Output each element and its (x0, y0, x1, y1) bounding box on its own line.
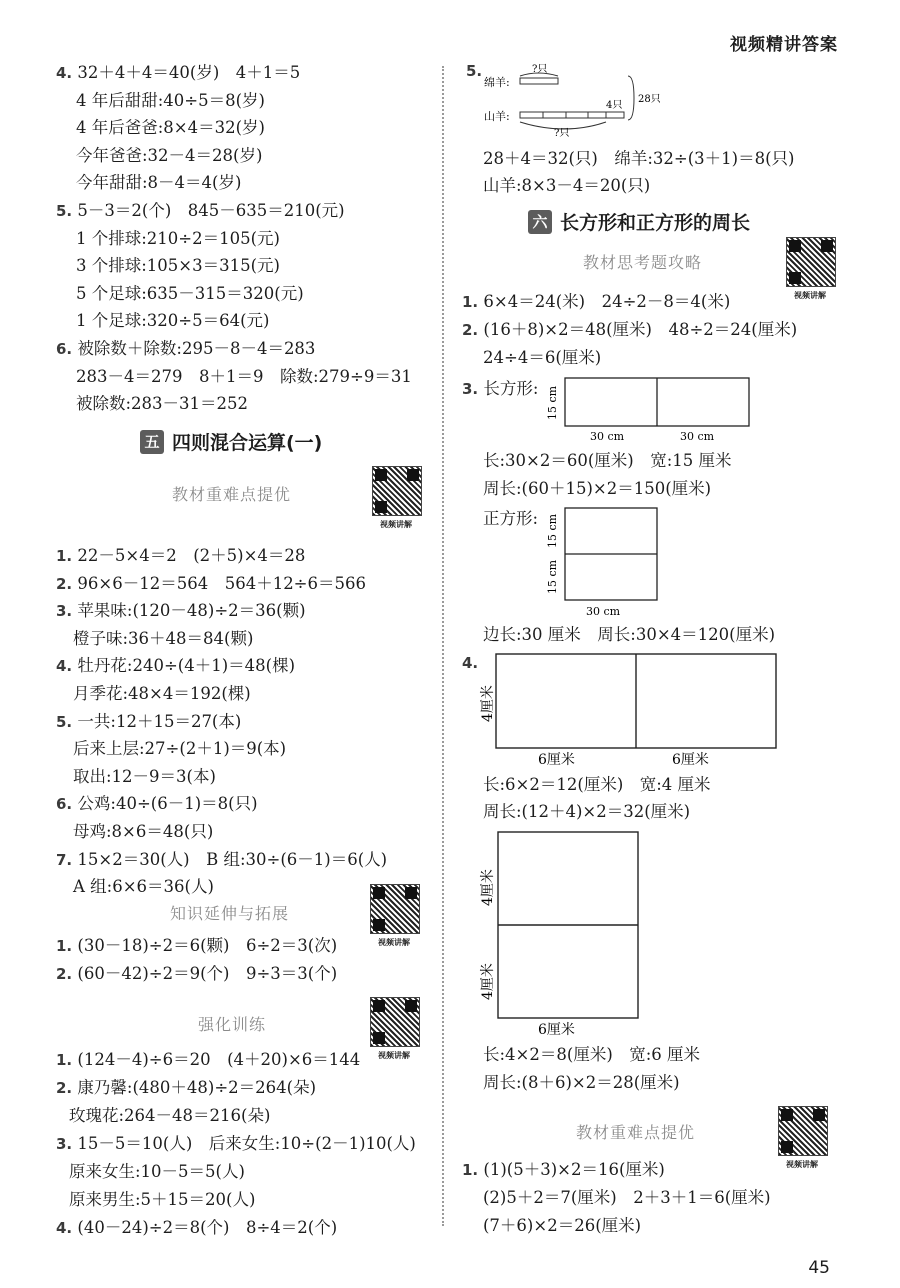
question-number: 5. (466, 62, 483, 80)
answer-line (483, 1187, 771, 1209)
section-badge: 六 (528, 210, 552, 234)
rect-bottom-label-1: 30 cm (590, 430, 625, 443)
answer-line (76, 228, 280, 250)
square-figure (540, 504, 670, 620)
qr-caption: 视频讲解 (794, 291, 826, 300)
answer-text: 96×6－12＝564 564＋12÷6＝566 (77, 573, 367, 593)
answer-text: 苹果味:(120－48)÷2＝36(颗) (77, 601, 306, 621)
page-header-title: 视频精讲答案 (730, 35, 838, 55)
section-5-heading (140, 428, 322, 455)
difference-label: 4只 (606, 100, 623, 111)
qr-code-image (370, 997, 420, 1047)
sheep-question: ?只 (532, 64, 548, 75)
qr-code[interactable] (370, 997, 418, 1061)
answer-line (462, 291, 730, 313)
question-number: 1. (56, 937, 73, 955)
answer-line (76, 90, 265, 112)
answer-text: 3 个排球:105×3＝315(元) (76, 256, 280, 276)
answer-text: 康乃馨:(480＋48)÷2＝264(朵) (77, 1078, 317, 1097)
answer-line (56, 1217, 337, 1239)
answer-text: A 组:6×6＝36(人) (73, 877, 214, 897)
answer-line (462, 1159, 665, 1181)
subsection-title: 教材重难点提优 (172, 485, 292, 504)
answer-text: 取出:12－9＝3(本) (73, 766, 216, 786)
subsection-title: 知识延伸与拓展 (170, 904, 290, 923)
question-number: 2. (56, 574, 73, 593)
question-number: 3. (56, 602, 73, 621)
total-label: 28只 (638, 94, 661, 105)
qr-code-image (786, 237, 836, 287)
answer-text: 一共:12＋15＝27(本) (77, 711, 242, 731)
answer-line (56, 1049, 360, 1071)
answer-line (56, 935, 337, 957)
question-number: 3. (56, 1135, 73, 1153)
answer-line: 山羊:8×3－4＝20(只) (483, 176, 651, 195)
answer-text: 玫瑰花:264－48＝216(朵) (69, 1106, 271, 1125)
rectangle-figure (540, 374, 760, 446)
question-number: 4. (56, 64, 73, 82)
answer-text: 月季花:48×4＝192(棵) (73, 684, 251, 703)
answer-line: 长:30×2＝60(厘米) 宽:15 厘米 (483, 451, 732, 470)
answer-line (73, 876, 214, 898)
question-3-label: 3. 长方形: (462, 379, 539, 398)
question-number: 6. (56, 340, 73, 358)
answer-text: (124－4)÷6＝20 (4＋20)×6＝144 (77, 1050, 361, 1069)
question-number: 1. (56, 1051, 73, 1069)
subsection-title: 教材重难点提优 (576, 1123, 696, 1142)
answer-line (56, 655, 295, 677)
answer-text: (30－18)÷2＝6(颗) 6÷2＝3(次) (77, 936, 338, 955)
sheep-label: 绵羊: (484, 76, 510, 89)
qr-code-image (778, 1106, 828, 1156)
answer-line (56, 600, 306, 622)
answer-text: (2)5＋2＝7(厘米) 2＋3＋1＝6(厘米) (483, 1188, 771, 1207)
square-bottom-label: 30 cm (586, 605, 621, 618)
qr-caption: 视频讲解 (378, 1051, 410, 1060)
qr-caption: 视频讲解 (380, 520, 412, 529)
answer-text: 5－3＝2(个) 845－635＝210(元) (77, 201, 345, 220)
answer-line (56, 711, 241, 733)
answer-line (483, 1215, 641, 1237)
answer-line (73, 766, 216, 788)
answer-text: 母鸡:8×6＝48(只) (73, 822, 214, 841)
answer-line (69, 1105, 270, 1127)
answer-text: 1 个足球:320÷5＝64(元) (76, 311, 270, 331)
fig1-bottom-label-1: 6厘米 (538, 752, 575, 768)
question-number: 1. (462, 293, 479, 311)
answer-text: 283－4＝279 8＋1＝9 除数:279÷9＝31 (76, 366, 412, 386)
goat-question: ?只 (554, 128, 570, 139)
answer-line (56, 793, 258, 815)
question-number: 4. (56, 1219, 73, 1237)
answer-line (76, 117, 265, 139)
question-number: 1. (56, 547, 73, 565)
answer-line (56, 545, 305, 567)
answer-line: 周长:(60＋15)×2＝150(厘米) (483, 479, 712, 498)
question-number: 7. (56, 850, 73, 869)
answer-text: 5 个足球:635－315＝320(元) (76, 283, 304, 303)
qr-code[interactable] (778, 1106, 826, 1170)
answer-line: 周长:(12＋4)×2＝32(厘米) (483, 802, 691, 821)
answer-line (56, 62, 300, 84)
answer-line (73, 738, 286, 760)
answer-text: (16＋8)×2＝48(厘米) 48÷2＝24(厘米) (483, 320, 798, 339)
answer-text: (7＋6)×2＝26(厘米) (483, 1216, 642, 1235)
answer-line (462, 319, 797, 341)
answer-line: 长:6×2＝12(厘米) 宽:4 厘米 (483, 775, 711, 794)
answer-line: 长:4×2＝8(厘米) 宽:6 厘米 (483, 1045, 701, 1064)
answer-line (69, 1161, 245, 1183)
answer-text: 24÷4＝6(厘米) (483, 348, 602, 367)
fig2-side-label-1: 4厘米 (480, 869, 496, 906)
qr-code[interactable] (372, 466, 420, 530)
subsection-title: 强化训练 (198, 1015, 267, 1034)
fig1-side-label: 4厘米 (480, 685, 496, 722)
answer-line (76, 393, 248, 415)
square-side-label-1: 15 cm (546, 513, 559, 548)
answer-text: (40－24)÷2＝8(个) 8÷4＝2(个) (77, 1218, 338, 1237)
answer-line (76, 255, 280, 277)
answer-text: (60－42)÷2＝9(个) 9÷3＝3(个) (77, 964, 338, 983)
question-number: 4. (56, 657, 73, 676)
answer-text: (1)(5＋3)×2＝16(厘米) (483, 1160, 665, 1179)
answer-line (76, 145, 262, 167)
fig1-bottom-label-2: 6厘米 (672, 752, 709, 768)
square-side-label-2: 15 cm (546, 559, 559, 594)
answer-text: 22－5×4＝2 (2＋5)×4＝28 (77, 546, 306, 565)
answer-text: 公鸡:40÷(6－1)＝8(只) (77, 794, 258, 814)
rect-side-label: 15 cm (546, 385, 559, 420)
answer-text: 15－5＝10(人) 后来女生:10÷(2－1)10(人) (77, 1134, 416, 1153)
answer-line (73, 628, 253, 650)
answer-line (76, 283, 304, 305)
answer-line (76, 366, 412, 388)
question-number: 5. (56, 202, 73, 220)
q4-figure-2 (476, 830, 646, 1040)
subsection-title: 教材思考题攻略 (583, 253, 703, 272)
answer-text: 32＋4＋4＝40(岁) 4＋1＝5 (77, 63, 301, 82)
answer-line (56, 338, 315, 360)
answer-line (69, 1189, 255, 1211)
answer-line: 28＋4＝32(只) 绵羊:32÷(3＋1)＝8(只) (483, 149, 795, 168)
answer-text: 被除数＋除数:295－8－4＝283 (77, 339, 316, 358)
answer-line: 周长:(8＋6)×2＝28(厘米) (483, 1073, 680, 1092)
answer-text: 4 年后爸爸:8×4＝32(岁) (76, 118, 265, 138)
answer-line (56, 573, 366, 595)
answer-line (73, 683, 251, 705)
answer-text: 牡丹花:240÷(4＋1)＝48(棵) (77, 656, 296, 676)
answer-text: 今年爸爸:32－4＝28(岁) (76, 145, 263, 165)
q4-figure-1 (476, 650, 786, 770)
question-number: 2. (56, 965, 73, 983)
fig2-side-label-2: 4厘米 (480, 963, 496, 1000)
answer-text: 后来上层:27÷(2＋1)＝9(本) (73, 739, 287, 759)
section-badge: 五 (140, 430, 164, 454)
answer-line (483, 347, 601, 369)
goat-label: 山羊: (484, 110, 510, 123)
question-number: 5. (56, 712, 73, 731)
answer-text: 1 个排球:210÷2＝105(元) (76, 228, 280, 248)
answer-text: 4 年后甜甜:40÷5＝8(岁) (76, 90, 265, 110)
qr-code-image (370, 884, 420, 934)
answer-text: 被除数:283－31＝252 (76, 394, 249, 414)
answer-text: 橙子味:36＋48＝84(颗) (73, 628, 254, 648)
column-divider (442, 66, 444, 1226)
qr-code-image (372, 466, 422, 516)
question-number: 4. (462, 654, 479, 672)
answer-line (76, 310, 270, 332)
fig2-bottom-label: 6厘米 (538, 1022, 575, 1038)
qr-caption: 视频讲解 (378, 938, 410, 947)
answer-line (73, 821, 213, 843)
sheep-goat-diagram (480, 60, 700, 142)
answer-line (76, 172, 241, 194)
answer-text: 原来男生:5＋15＝20(人) (69, 1190, 256, 1209)
answer-text: 今年甜甜:8－4＝4(岁) (76, 173, 242, 193)
answer-line (56, 1077, 316, 1099)
answer-line (56, 963, 337, 985)
answer-text: 原来女生:10－5＝5(人) (69, 1162, 245, 1181)
question-number: 1. (462, 1161, 479, 1179)
section-title: 四则混合运算(一) (172, 432, 323, 454)
square-label: 正方形: (483, 509, 539, 528)
page-number: 45 (808, 1258, 830, 1278)
answer-text: 15×2＝30(人) B 组:30÷(6－1)＝6(人) (77, 849, 388, 869)
answer-line (56, 849, 387, 871)
square-answer: 边长:30 厘米 周长:30×4＝120(厘米) (483, 625, 776, 644)
answer-text: 6×4＝24(米) 24÷2－8＝4(米) (483, 292, 731, 311)
question-number: 6. (56, 795, 73, 814)
qr-caption: 视频讲解 (786, 1160, 818, 1169)
qr-code[interactable] (370, 884, 418, 948)
qr-code[interactable] (786, 237, 834, 301)
answer-line (56, 200, 345, 222)
section-title: 长方形和正方形的周长 (560, 212, 751, 234)
rect-bottom-label-2: 30 cm (680, 430, 715, 443)
section-6-heading (528, 208, 750, 235)
question-number: 2. (56, 1079, 73, 1097)
question-number: 2. (462, 321, 479, 339)
answer-line (56, 1133, 416, 1155)
